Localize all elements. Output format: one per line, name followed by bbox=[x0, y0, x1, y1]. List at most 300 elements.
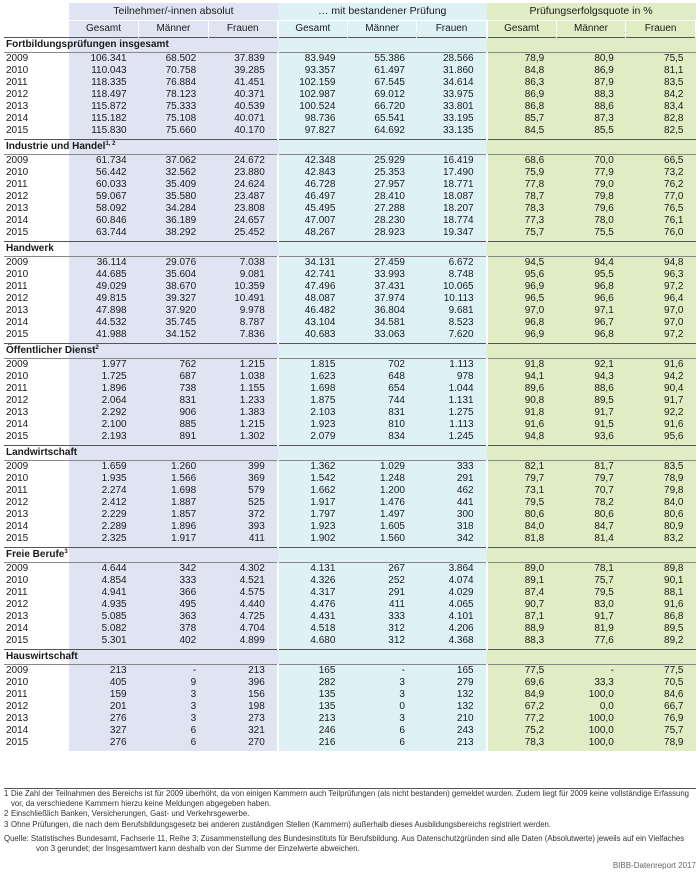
value-cell: 96,7 bbox=[556, 317, 626, 329]
header-sub-total: Gesamt bbox=[487, 21, 557, 38]
value-cell: 4.854 bbox=[69, 575, 139, 587]
value-cell: 81,8 bbox=[487, 533, 557, 548]
value-cell: 76.884 bbox=[139, 77, 209, 89]
value-cell: 2.229 bbox=[69, 509, 139, 521]
value-cell: 110.043 bbox=[69, 65, 139, 77]
value-cell: 68,6 bbox=[487, 155, 557, 168]
table-row bbox=[4, 635, 696, 650]
value-cell: 91,8 bbox=[487, 359, 557, 372]
value-cell: 37.062 bbox=[139, 155, 209, 168]
value-cell: 97.827 bbox=[278, 125, 348, 140]
value-cell: 81,1 bbox=[626, 65, 696, 77]
year-cell: 2013 bbox=[4, 509, 69, 521]
value-cell: 64.692 bbox=[347, 125, 417, 140]
year-cell: 2011 bbox=[4, 383, 69, 395]
value-cell: 66,5 bbox=[626, 155, 696, 168]
value-cell: 1.476 bbox=[347, 497, 417, 509]
value-cell: 282 bbox=[278, 677, 348, 689]
value-cell: 1.797 bbox=[278, 509, 348, 521]
value-cell: 318 bbox=[417, 521, 487, 533]
header-sub-total: Gesamt bbox=[278, 21, 348, 38]
value-cell: 86,3 bbox=[487, 77, 557, 89]
value-cell: 366 bbox=[139, 587, 209, 599]
value-cell: 43.104 bbox=[278, 317, 348, 329]
section-fill-cell bbox=[69, 242, 139, 257]
section-fill-cell bbox=[347, 446, 417, 461]
footnotes bbox=[4, 788, 696, 854]
value-cell: 89,2 bbox=[626, 635, 696, 650]
section-fill-cell bbox=[347, 242, 417, 257]
value-cell: 40.683 bbox=[278, 329, 348, 344]
footnote-list bbox=[4, 789, 696, 830]
value-cell: 4.302 bbox=[208, 563, 278, 576]
value-cell: 58.092 bbox=[69, 203, 139, 215]
table-row bbox=[4, 737, 696, 751]
value-cell: 77,5 bbox=[626, 665, 696, 678]
header-sub-men: Männer bbox=[139, 21, 209, 38]
value-cell: 762 bbox=[139, 359, 209, 372]
year-cell: 2012 bbox=[4, 497, 69, 509]
value-cell: 95,5 bbox=[556, 269, 626, 281]
section-fill-cell bbox=[69, 548, 139, 563]
value-cell: 495 bbox=[139, 599, 209, 611]
section-fill-cell bbox=[278, 446, 348, 461]
year-cell: 2013 bbox=[4, 611, 69, 623]
value-cell: 1.857 bbox=[139, 509, 209, 521]
value-cell: 1.029 bbox=[347, 461, 417, 474]
value-cell: 34.581 bbox=[347, 317, 417, 329]
value-cell: 89,8 bbox=[626, 563, 696, 576]
footnote-marker: 2 bbox=[95, 345, 99, 352]
section-fill-cell bbox=[487, 140, 557, 155]
value-cell: 4.131 bbox=[278, 563, 348, 576]
value-cell: 40.071 bbox=[208, 113, 278, 125]
value-cell: 86,8 bbox=[487, 101, 557, 113]
value-cell: 1.044 bbox=[417, 383, 487, 395]
section-header-row bbox=[4, 140, 696, 155]
table-row bbox=[4, 563, 696, 576]
year-cell: 2010 bbox=[4, 677, 69, 689]
value-cell: 396 bbox=[208, 677, 278, 689]
table-row bbox=[4, 293, 696, 305]
value-cell: 70,5 bbox=[626, 677, 696, 689]
value-cell: 37.431 bbox=[347, 281, 417, 293]
value-cell: 75.660 bbox=[139, 125, 209, 140]
value-cell: 2.100 bbox=[69, 419, 139, 431]
value-cell: 79,8 bbox=[556, 191, 626, 203]
value-cell: 1.902 bbox=[278, 533, 348, 548]
section-title bbox=[4, 38, 169, 53]
value-cell: 77,6 bbox=[556, 635, 626, 650]
value-cell: 46.482 bbox=[278, 305, 348, 317]
table-row bbox=[4, 383, 696, 395]
section-fill-cell bbox=[487, 548, 557, 563]
value-cell: 0,0 bbox=[556, 701, 626, 713]
value-cell: 89,0 bbox=[487, 563, 557, 576]
value-cell: 213 bbox=[208, 665, 278, 678]
value-cell: 25.452 bbox=[208, 227, 278, 242]
value-cell: 88,6 bbox=[556, 101, 626, 113]
value-cell: 94,8 bbox=[626, 257, 696, 270]
value-cell: 75.108 bbox=[139, 113, 209, 125]
value-cell: 3 bbox=[347, 689, 417, 701]
section-fill-cell bbox=[487, 38, 557, 53]
year-cell: 2015 bbox=[4, 737, 69, 751]
value-cell: 1.896 bbox=[139, 521, 209, 533]
year-cell: 2009 bbox=[4, 257, 69, 270]
section-fill-cell bbox=[278, 140, 348, 155]
value-cell: 96,4 bbox=[626, 293, 696, 305]
value-cell: 69,6 bbox=[487, 677, 557, 689]
value-cell: 47.007 bbox=[278, 215, 348, 227]
value-cell: 84,2 bbox=[626, 89, 696, 101]
value-cell: 8.523 bbox=[417, 317, 487, 329]
value-cell: 198 bbox=[208, 701, 278, 713]
value-cell: 75,7 bbox=[626, 725, 696, 737]
year-cell: 2015 bbox=[4, 125, 69, 140]
value-cell: 1.383 bbox=[208, 407, 278, 419]
value-cell: 687 bbox=[139, 371, 209, 383]
value-cell: 91,6 bbox=[626, 599, 696, 611]
section-fill-cell bbox=[208, 650, 278, 665]
value-cell: 83.949 bbox=[278, 53, 348, 66]
value-cell: 342 bbox=[139, 563, 209, 576]
year-cell: 2010 bbox=[4, 167, 69, 179]
table-body bbox=[4, 38, 696, 752]
value-cell: 1.302 bbox=[208, 431, 278, 446]
value-cell: 213 bbox=[69, 665, 139, 678]
section-header-row bbox=[4, 38, 696, 53]
value-cell: 891 bbox=[139, 431, 209, 446]
value-cell: 1.698 bbox=[278, 383, 348, 395]
section-fill-cell bbox=[278, 242, 348, 257]
year-cell: 2014 bbox=[4, 725, 69, 737]
section-fill-cell bbox=[487, 650, 557, 665]
value-cell: 3.864 bbox=[417, 563, 487, 576]
value-cell: 91,8 bbox=[487, 407, 557, 419]
table-row bbox=[4, 65, 696, 77]
value-cell: 37.839 bbox=[208, 53, 278, 66]
value-cell: 333 bbox=[417, 461, 487, 474]
section-fill-cell bbox=[139, 344, 209, 359]
value-cell: 4.206 bbox=[417, 623, 487, 635]
statistics-table bbox=[4, 3, 696, 751]
section-fill-cell bbox=[208, 140, 278, 155]
value-cell: 10.065 bbox=[417, 281, 487, 293]
section-fill-cell bbox=[347, 548, 417, 563]
year-cell: 2015 bbox=[4, 635, 69, 650]
value-cell: 100,0 bbox=[556, 725, 626, 737]
value-cell: 4.029 bbox=[417, 587, 487, 599]
value-cell: 300 bbox=[417, 509, 487, 521]
value-cell: 2.292 bbox=[69, 407, 139, 419]
value-cell: 33.195 bbox=[417, 113, 487, 125]
value-cell: 405 bbox=[69, 677, 139, 689]
year-cell: 2015 bbox=[4, 329, 69, 344]
value-cell: 1.260 bbox=[139, 461, 209, 474]
value-cell: 87,3 bbox=[556, 113, 626, 125]
section-fill-cell bbox=[208, 446, 278, 461]
value-cell: 213 bbox=[417, 737, 487, 751]
value-cell: 159 bbox=[69, 689, 139, 701]
value-cell: 4.074 bbox=[417, 575, 487, 587]
value-cell: 363 bbox=[139, 611, 209, 623]
year-cell: 2014 bbox=[4, 623, 69, 635]
table-row bbox=[4, 77, 696, 89]
value-cell: 102.987 bbox=[278, 89, 348, 101]
value-cell: 4.644 bbox=[69, 563, 139, 576]
value-cell: 84,0 bbox=[626, 497, 696, 509]
value-cell: 216 bbox=[278, 737, 348, 751]
value-cell: 4.725 bbox=[208, 611, 278, 623]
value-cell: 1.038 bbox=[208, 371, 278, 383]
value-cell: 83,5 bbox=[626, 77, 696, 89]
value-cell: 2.325 bbox=[69, 533, 139, 548]
section-title-text: Handwerk bbox=[6, 243, 54, 255]
section-fill-cell bbox=[278, 344, 348, 359]
value-cell: 75,7 bbox=[487, 227, 557, 242]
value-cell: 38.670 bbox=[139, 281, 209, 293]
section-fill-cell bbox=[626, 650, 696, 665]
value-cell: 91,6 bbox=[626, 419, 696, 431]
value-cell: 106.341 bbox=[69, 53, 139, 66]
year-cell: 2013 bbox=[4, 203, 69, 215]
value-cell: 279 bbox=[417, 677, 487, 689]
value-cell: 79,5 bbox=[487, 497, 557, 509]
value-cell: 73,1 bbox=[487, 485, 557, 497]
value-cell: 81,7 bbox=[556, 461, 626, 474]
value-cell: 84,7 bbox=[556, 521, 626, 533]
value-cell: 24.624 bbox=[208, 179, 278, 191]
value-cell: 84,0 bbox=[487, 521, 557, 533]
value-cell: 25.929 bbox=[347, 155, 417, 168]
section-fill-cell bbox=[69, 446, 139, 461]
value-cell: 81,9 bbox=[556, 623, 626, 635]
value-cell: 0 bbox=[347, 701, 417, 713]
value-cell: 60.846 bbox=[69, 215, 139, 227]
value-cell: 84,8 bbox=[487, 65, 557, 77]
value-cell: 24.657 bbox=[208, 215, 278, 227]
value-cell: 115.830 bbox=[69, 125, 139, 140]
value-cell: 94,1 bbox=[487, 371, 557, 383]
value-cell: 36.189 bbox=[139, 215, 209, 227]
footnote-text: Die Zahl der Teilnahmen des Bereichs ist für 2009 überhöht, da von einigen Kammern auch Teilprüfungen (als nicht bestanden) gemeldet wurden. Zudem liegt für 2009 keine vollständige Erfassung vor, da verschiedene Kammern hierzu keine Meldungen abgegeben haben. bbox=[11, 789, 690, 809]
value-cell: 978 bbox=[417, 371, 487, 383]
section-header-row bbox=[4, 446, 696, 461]
value-cell: 70,0 bbox=[556, 155, 626, 168]
table-row bbox=[4, 689, 696, 701]
value-cell: 201 bbox=[69, 701, 139, 713]
value-cell: 77,9 bbox=[556, 167, 626, 179]
value-cell: 41.988 bbox=[69, 329, 139, 344]
year-cell: 2014 bbox=[4, 215, 69, 227]
value-cell: 97,0 bbox=[626, 305, 696, 317]
year-cell: 2011 bbox=[4, 587, 69, 599]
value-cell: 17.490 bbox=[417, 167, 487, 179]
year-cell: 2012 bbox=[4, 395, 69, 407]
value-cell: 1.275 bbox=[417, 407, 487, 419]
value-cell: 76,5 bbox=[626, 203, 696, 215]
table-row bbox=[4, 701, 696, 713]
value-cell: 10.113 bbox=[417, 293, 487, 305]
value-cell: 80,9 bbox=[556, 53, 626, 66]
value-cell: 7.038 bbox=[208, 257, 278, 270]
section-fill-cell bbox=[417, 446, 487, 461]
value-cell: 1.623 bbox=[278, 371, 348, 383]
value-cell: 87,4 bbox=[487, 587, 557, 599]
section-fill-cell bbox=[417, 242, 487, 257]
value-cell: 77,3 bbox=[487, 215, 557, 227]
value-cell: 97,0 bbox=[626, 317, 696, 329]
footnote bbox=[4, 809, 696, 819]
table-row bbox=[4, 305, 696, 317]
section-fill-cell bbox=[417, 548, 487, 563]
footnote bbox=[4, 789, 696, 809]
value-cell: 69.012 bbox=[347, 89, 417, 101]
value-cell: 91,7 bbox=[556, 611, 626, 623]
value-cell: 95,6 bbox=[487, 269, 557, 281]
value-cell: 1.605 bbox=[347, 521, 417, 533]
value-cell: 1.887 bbox=[139, 497, 209, 509]
section-fill-cell bbox=[556, 242, 626, 257]
header-sub-men: Männer bbox=[556, 21, 626, 38]
value-cell: 78,9 bbox=[487, 53, 557, 66]
section-title-text: Landwirtschaft bbox=[6, 447, 78, 459]
value-cell: 97,1 bbox=[556, 305, 626, 317]
value-cell: 1.977 bbox=[69, 359, 139, 372]
value-cell: - bbox=[556, 665, 626, 678]
table-row bbox=[4, 359, 696, 372]
value-cell: 28.230 bbox=[347, 215, 417, 227]
value-cell: 34.152 bbox=[139, 329, 209, 344]
section-fill-cell bbox=[556, 344, 626, 359]
value-cell: 525 bbox=[208, 497, 278, 509]
value-cell: 68.502 bbox=[139, 53, 209, 66]
value-cell: 1.566 bbox=[139, 473, 209, 485]
value-cell: 94,8 bbox=[487, 431, 557, 446]
value-cell: 76,9 bbox=[626, 713, 696, 725]
value-cell: 4.941 bbox=[69, 587, 139, 599]
value-cell: 86,9 bbox=[487, 89, 557, 101]
value-cell: 29.076 bbox=[139, 257, 209, 270]
value-cell: 1.698 bbox=[139, 485, 209, 497]
footnote-text: Ohne Prüfungen, die nach dem Berufsbildungsgesetz bei anderen zuständigen Stellen (Kammern) außerhalb dieses Ausbildungsbereichs registriert werden. bbox=[11, 819, 552, 829]
table-row bbox=[4, 215, 696, 227]
section-fill-cell bbox=[556, 650, 626, 665]
value-cell: 33,3 bbox=[556, 677, 626, 689]
year-cell: 2009 bbox=[4, 155, 69, 168]
value-cell: 78,3 bbox=[487, 203, 557, 215]
value-cell: 48.267 bbox=[278, 227, 348, 242]
year-cell: 2014 bbox=[4, 113, 69, 125]
table-row bbox=[4, 461, 696, 474]
value-cell: 75,7 bbox=[556, 575, 626, 587]
section-fill-cell bbox=[626, 38, 696, 53]
value-cell: 88,1 bbox=[626, 587, 696, 599]
value-cell: 2.079 bbox=[278, 431, 348, 446]
value-cell: 98.736 bbox=[278, 113, 348, 125]
value-cell: 36.114 bbox=[69, 257, 139, 270]
value-cell: 1.245 bbox=[417, 431, 487, 446]
header-corner bbox=[4, 3, 69, 38]
value-cell: 75,5 bbox=[626, 53, 696, 66]
value-cell: 67,2 bbox=[487, 701, 557, 713]
value-cell: 1.215 bbox=[208, 359, 278, 372]
header-sub-women: Frauen bbox=[208, 21, 278, 38]
table-row bbox=[4, 725, 696, 737]
value-cell: 47.898 bbox=[69, 305, 139, 317]
year-cell: 2014 bbox=[4, 317, 69, 329]
value-cell: 100,0 bbox=[556, 713, 626, 725]
value-cell: 1.662 bbox=[278, 485, 348, 497]
value-cell: 89,6 bbox=[487, 383, 557, 395]
section-fill-cell bbox=[417, 344, 487, 359]
value-cell: 4.476 bbox=[278, 599, 348, 611]
value-cell: 1.131 bbox=[417, 395, 487, 407]
table-row bbox=[4, 611, 696, 623]
year-cell: 2012 bbox=[4, 599, 69, 611]
value-cell: 88,3 bbox=[487, 635, 557, 650]
value-cell: 37.974 bbox=[347, 293, 417, 305]
value-cell: 91,5 bbox=[556, 419, 626, 431]
section-fill-cell bbox=[626, 344, 696, 359]
footnote-number: 3 bbox=[4, 819, 9, 829]
year-cell: 2009 bbox=[4, 53, 69, 66]
section-fill-cell bbox=[278, 650, 348, 665]
section-fill-cell bbox=[626, 446, 696, 461]
header-group-success-rate: Prüfungserfolgsquote in % bbox=[487, 3, 696, 21]
value-cell: 4.935 bbox=[69, 599, 139, 611]
year-cell: 2011 bbox=[4, 77, 69, 89]
table-row bbox=[4, 713, 696, 725]
section-title-text: Industrie und Handel bbox=[6, 141, 106, 153]
value-cell: 4.431 bbox=[278, 611, 348, 623]
value-cell: 5.082 bbox=[69, 623, 139, 635]
value-cell: 85,7 bbox=[487, 113, 557, 125]
section-fill-cell bbox=[556, 38, 626, 53]
value-cell: 23.487 bbox=[208, 191, 278, 203]
value-cell: 39.327 bbox=[139, 293, 209, 305]
value-cell: 79,6 bbox=[556, 203, 626, 215]
year-cell: 2010 bbox=[4, 269, 69, 281]
value-cell: 327 bbox=[69, 725, 139, 737]
value-cell: 42.741 bbox=[278, 269, 348, 281]
section-fill-cell bbox=[417, 650, 487, 665]
header-sub-women: Frauen bbox=[417, 21, 487, 38]
section-fill-cell bbox=[278, 548, 348, 563]
value-cell: 46.497 bbox=[278, 191, 348, 203]
value-cell: 70.758 bbox=[139, 65, 209, 77]
value-cell: 4.575 bbox=[208, 587, 278, 599]
value-cell: 97,0 bbox=[487, 305, 557, 317]
value-cell: 100,0 bbox=[556, 689, 626, 701]
value-cell: 90,4 bbox=[626, 383, 696, 395]
table-row bbox=[4, 623, 696, 635]
year-cell: 2011 bbox=[4, 689, 69, 701]
value-cell: 1.362 bbox=[278, 461, 348, 474]
value-cell: 19.347 bbox=[417, 227, 487, 242]
value-cell: 96,8 bbox=[487, 317, 557, 329]
value-cell: 33.993 bbox=[347, 269, 417, 281]
value-cell: 83,4 bbox=[626, 101, 696, 113]
value-cell: 4.899 bbox=[208, 635, 278, 650]
value-cell: 18.771 bbox=[417, 179, 487, 191]
section-title bbox=[4, 446, 78, 461]
value-cell: 75,9 bbox=[487, 167, 557, 179]
value-cell: 79,8 bbox=[626, 485, 696, 497]
value-cell: 87,1 bbox=[487, 611, 557, 623]
value-cell: 321 bbox=[208, 725, 278, 737]
